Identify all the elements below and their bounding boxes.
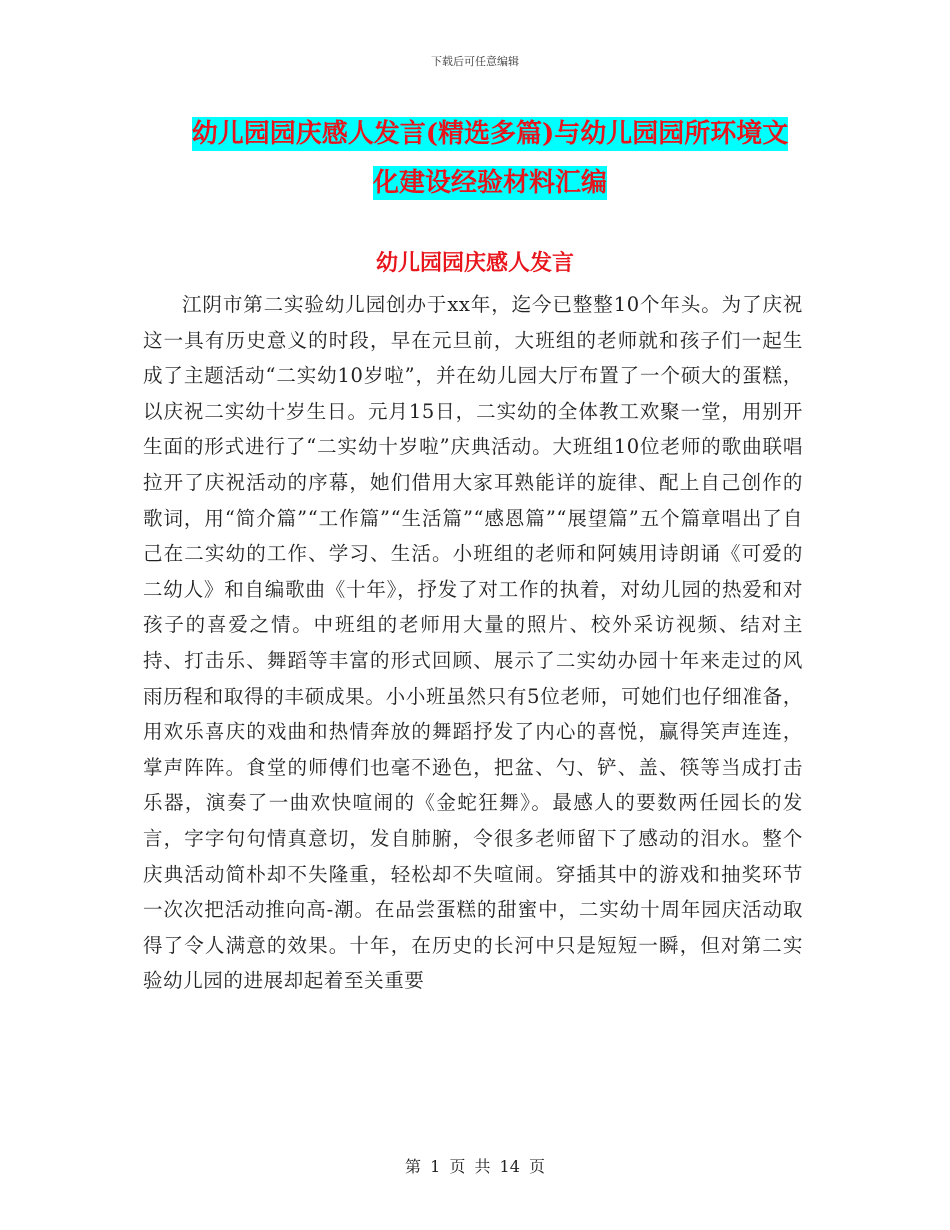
page-number: 第 1 页 共 14 页 <box>405 1157 545 1176</box>
body-text <box>143 287 803 999</box>
document-title-line-2: 化建设经验材料汇编 <box>372 168 607 198</box>
document-title-line-1: 幼儿园园庆感人发言(精选多篇)与幼儿园园所环境文 <box>191 119 789 149</box>
section-title: 幼儿园园庆感人发言 <box>375 250 574 276</box>
body-paragraph: 江阴市第二实验幼儿园创办于xx年，迄今已整整10个年头。为了庆祝这一具有历史意义的时段，早在元旦前，大班组的老师就和孩子们一起生成了主题活动“二实幼10岁啦”，并在幼儿园大厅布置了一个硕大的蛋糕，以庆祝二实幼十岁生日。元月15日，二实幼的全体教工欢聚一堂，用别开生面的形式进行了“二实幼十岁啦”庆典活动。大班组10位老师的歌曲联唱拉开了庆祝活动的序幕，她们借用大家耳熟能详的旋律、配上自己创作的歌词，用“简介篇”“工作篇”“生活篇”“感恩篇”“展望篇”五个篇章唱出了自己在二实幼的工作、学习、生活。小班组的老师和阿姨用诗朗诵《可爱的二幼人》和自编歌曲《十年》，抒发了对工作的执着，对幼儿园的热爱和对孩子的喜爱之情。中班组的老师用大量的照片、校外采访视频、结对主持、打击乐、舞蹈等丰富的形式回顾、展示了二实幼办园十年来走过的风雨历程和取得的丰硕成果。小小班虽然只有5位老师，可她们也仔细准备，用欢乐喜庆的戏曲和热情奔放的舞蹈抒发了内心的喜悦，赢得笑声连连，掌声阵阵。食堂的师傅们也毫不逊色，把盆、勺、铲、盖、筷等当成打击乐器，演奏了一曲欢快喧闹的《金蛇狂舞》。最感人的要数两任园长的发言，字字句句情真意切，发自肺腑，令很多老师留下了感动的泪水。整个庆典活动简朴却不失隆重，轻松却不失喧闹。穿插其中的游戏和抽奖环节一次次把活动推向高-潮。在品尝蛋糕的甜蜜中，二实幼十周年园庆活动取得了令人满意的效果。十年，在历史的长河中只是短短一瞬，但对第二实验幼儿园的进展却起着至关重要 <box>143 293 803 993</box>
header-note: 下载后可任意编辑 <box>431 55 519 68</box>
document-title <box>150 110 830 208</box>
